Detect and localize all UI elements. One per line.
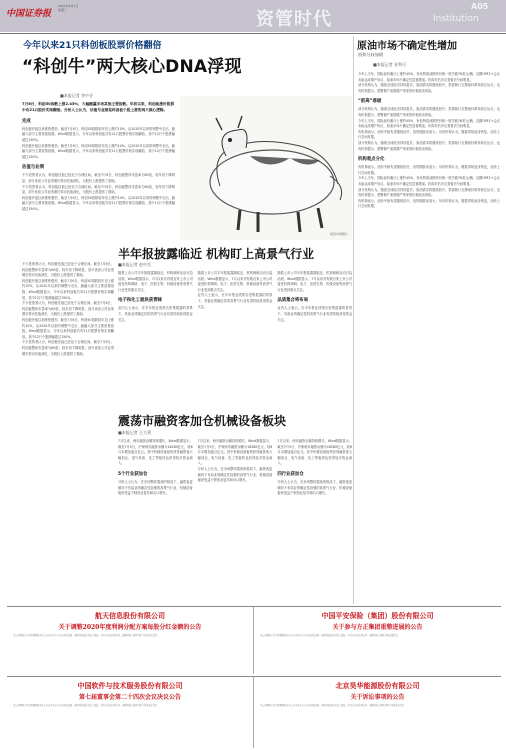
right-story-text: 部分机构认为，随着全球经济持续复苏，原油需求将继续回升，供需缺口支撑油价维持高位运行。也有机构提示，需警惕产油国增产带来的价格波动风险。 — [358, 187, 500, 198]
date-line: 2021年4月7日 — [58, 4, 79, 8]
story2-text2: 业内人士表示，在半年报业绩预告密集披露的背景下，具备业绩确定性的高景气行业有望持续获得资金关注。 — [197, 293, 273, 309]
announcement-heading: 第七届董事会第二十四次会议决议公告 — [78, 694, 181, 701]
lead-title: “科创牛”两大核心DNA浮现 — [22, 57, 242, 77]
lead-continued-text: 不少投资者认为，科创板估值已经处于合理区间。截至7月6日，科创板整体市盈率为60倍，较年初下降明显，部分优质公司业绩增长带动估值消化，为股价上涨提供了基础。 — [22, 340, 114, 356]
story2-text: 随着上市公司半年报披露期临近，机构调研活动日趋活跃。Wind数据显示，7月以来共有数百家上市公司接受机构调研，电子、医药生物、机械设备等高景气行业受到重点关注。 — [118, 271, 193, 292]
announcement-body: 本公司董事会及全体董事保证本公告内容不存在任何虚假记载、误导性陈述或者重大遗漏，并对其内容的真实性、准确性和完整性承担法律责任。 — [260, 634, 400, 637]
story3-text2: 分析人士认为，在市场整体震荡的格局下，融资客更倾向于布局业绩确定性较强的高景气行业，机械设备板块受益于制造业复苏和出口增长。 — [277, 479, 353, 496]
announcement-row-1 — [7, 606, 501, 674]
masthead — [0, 0, 506, 32]
story3-text: 7月以来，两市融资余额持续增长。Wind数据显示，截至7月5日，沪深两市融资余额为16280亿元，较6月末增加逾百亿元。其中机械设备板块获得融资客大幅加仓，电气设备、化工等板块也获得较多资金流入。 — [118, 439, 193, 466]
section-text: 科创板开板以来涨势强劲，截至7月6日，科创50指数较年初上涨约10%，从2020年以来的调整中走出，跑赢大部分主要宽基指数。Wind数据显示，今年以来科创板共有21只股票价格实现翻倍，其中12只个股涨幅超过150%。 — [22, 126, 175, 142]
right-story-body — [358, 72, 500, 210]
announcement — [254, 607, 501, 674]
announcement — [7, 607, 254, 674]
section-text-filler: 科创板开板以来涨势强劲，截至7月6日，科创50指数较年初上涨约10%，从2020年以来的调整中走出，跑赢大部分主要宽基指数。Wind数据显示，今年以来科创板共有21只股票价格实现翻倍，其中12只个股涨幅超过150%。 — [22, 143, 175, 159]
right-story-byline: ■本报记者 张利可 — [373, 62, 407, 67]
right-story-title: 原油市场不确定性增加 — [357, 41, 457, 52]
story2-text: 随着上市公司半年报披露期临近，机构调研活动日趋活跃。Wind数据显示，7月以来共有数百家上市公司接受机构调研，电子、医药生物、机械设备等高景气行业受到重点关注。 — [197, 271, 273, 292]
lead-continued-text: 不少投资者认为，科创板估值已经处于合理区间。截至7月6日，科创板整体市盈率为60倍，较年初下降明显，部分优质公司业绩增长带动估值消化，为股价上涨提供了基础。 — [22, 301, 114, 317]
announcement-heading: 关于参与方正集团重整进展的公告 — [332, 624, 423, 631]
story2-text2: 业内人士表示，在半年报业绩预告密集披露的背景下，具备业绩确定性的高景气行业有望持续获得资金关注。 — [118, 306, 193, 322]
announcement-body: 本公司董事会及全体董事保证本公告内容不存在任何虚假记载、误导性陈述或者重大遗漏，并对其内容的真实性、准确性和完整性承担个别及连带责任。 — [260, 704, 407, 707]
announcement — [254, 677, 501, 748]
right-story-text: 部分机构认为，随着全球经济持续复苏，原油需求将继续回升，供需缺口支撑油价维持高位运行。也有机构提示，需警惕产油国增产带来的价格波动风险。 — [358, 140, 500, 151]
section-text-filler: 科创板开板以来涨势强劲，截至7月6日，科创50指数较年初上涨约10%，从2020年以来的调整中走出，跑赢大部分主要宽基指数。Wind数据显示，今年以来科创板共有21只股票价格实现翻倍，其中12只个股涨幅超过150%。 — [22, 195, 175, 211]
story3-head2: 四行业获加仓 — [277, 471, 304, 477]
story3-text2: 分析人士认为，在市场整体震荡的格局下，融资客更倾向于布局业绩确定性较强的高景气行业，机械设备板块受益于制造业复苏和出口增长。 — [197, 466, 273, 483]
story3-title: 震荡市融资客加仓机械设备板块 — [118, 414, 287, 428]
lead-body — [22, 101, 175, 213]
announcement-row-2 — [7, 676, 501, 748]
announcement-company: 北京昊华能源股份有限公司 — [335, 681, 420, 690]
section-text: 不少投资者认为，科创板估值已经处于合理区间。截至7月6日，科创板整体市盈率为60倍，较年初下降明显，部分优质公司业绩增长带动估值消化，为股价上涨提供了基础。 — [22, 173, 175, 183]
announcement-company: 中国软件与技术服务股份有限公司 — [77, 681, 183, 690]
story2-body — [118, 262, 352, 323]
story2-head1: 电子和化工板块获青睐 — [118, 298, 162, 304]
lead-paragraph: 7月6日，科创50指数上涨2.45%，大幅跑赢市场其他主要指数。年初以来，科创板涨价股票中有21只股价实现翻倍。分析人士认为，估值与业绩是科创板个股上涨的两大核心逻辑。 — [22, 102, 175, 113]
story2-text: 随着上市公司半年报披露期临近，机构调研活动日趋活跃。Wind数据显示，7月以来共有数百家上市公司接受机构调研，电子、医药生物、机械设备等高景气行业受到重点关注。 — [277, 271, 353, 292]
right-story-head2: 机构观点分化 — [358, 157, 385, 163]
right-story-head1: “前高”难破 — [358, 99, 382, 105]
lead-continued-text: 不少投资者认为，科创板估值已经处于合理区间。截至7月6日，科创板整体市盈率为60倍，较年初下降明显，部分优质公司业绩增长带动估值消化，为股价上涨提供了基础。 — [22, 262, 114, 278]
section-heading: 完成 — [22, 118, 31, 124]
column-divider — [353, 36, 354, 604]
announcement — [7, 677, 254, 748]
story3-head1: 5个行业获加仓 — [118, 471, 148, 477]
cow-illustration — [180, 96, 352, 240]
masthead-rule — [0, 33, 506, 34]
right-story-text: 今年上半年，国际油价累计上涨约45%，布伦特原油期货价格一度突破76美元/桶。近期OPEC+会议未能达成增产协议，原油市场不确定性显著增加。机构对后市走势看法分歧明显。 — [358, 118, 500, 129]
right-story-text: 今年上半年，国际油价累计上涨约45%，布伦特原油期货价格一度突破76美元/桶。近期OPEC+会议未能达成增产协议，原油市场不确定性显著增加。机构对后市走势看法分歧明显。 — [358, 72, 500, 82]
story2-head2: 品质集合将布局 — [277, 298, 309, 304]
story2-byline: ■本报记者 赵中昊 — [118, 262, 152, 267]
issue-date — [58, 4, 78, 12]
story2-title: 半年报披露临近 机构盯上高景气行业 — [118, 247, 315, 261]
story3-text: 7月以来，两市融资余额持续增长。Wind数据显示，截至7月5日，沪深两市融资余额为16280亿元，较6月末增加逾百亿元。其中机械设备板块获得融资客大幅加仓，电气设备、化工等板块也获得较多资金流入。 — [277, 439, 353, 466]
story3-text2: 分析人士认为，在市场整体震荡的格局下，融资客更倾向于布局业绩确定性较强的高景气行业，机械设备板块受益于制造业复苏和出口增长。 — [118, 479, 193, 496]
announcement-body: 本公司董事会及全体董事保证本公告内容不存在任何虚假记载、误导性陈述或者重大遗漏，并对其内容的真实性、准确性和完整性承担个别及连带责任。 — [13, 634, 160, 637]
announcement-body: 本公司董事会及全体董事保证本公告内容不存在任何虚假记载、误导性陈述或者重大遗漏，并对其内容的真实性、准确性和完整性承担个别及连带责任。 — [13, 704, 160, 707]
story3-byline: ■本报记者 王大勇 — [118, 430, 152, 435]
right-story-subtitle: 机构分歧加剧 — [358, 52, 384, 57]
column-title-en: Institution — [433, 14, 479, 24]
story2-text2: 业内人士表示，在半年报业绩预告密集披露的背景下，具备业绩确定性的高景气行业有望持续获得资金关注。 — [277, 306, 353, 322]
news-photo — [180, 96, 352, 240]
lead-subtitle: 今年以来21只科创板股票价格翻倍 — [23, 41, 162, 51]
right-story-text: 今年上半年，国际油价累计上涨约45%，布伦特原油期货价格一度突破76美元/桶。近期OPEC+会议未能达成增产协议，原油市场不确定性显著增加。机构对后市走势看法分歧明显。 — [358, 176, 500, 186]
section-text-filler: 不少投资者认为，科创板估值已经处于合理区间。截至7月6日，科创板整体市盈率为60倍，较年初下降明显，部分优质公司业绩增长带动估值消化，为股价上涨提供了基础。 — [22, 184, 175, 195]
section-heading: 估值与业绩 — [22, 165, 44, 171]
right-story-text: 部分机构认为，随着全球经济持续复苏，原油需求将继续回升，供需缺口支撑油价维持高位运行。也有机构提示，需警惕产油国增产带来的价格波动风险。 — [358, 83, 500, 93]
right-story-text: 有机构表示，油价中枢有望继续抬升，但短期波动加大；另有机构认为，随着供给逐步恢复，油价上行空间有限。 — [358, 165, 500, 175]
lead-continued-text: 科创板开板以来涨势强劲，截至7月6日，科创50指数较年初上涨约10%，从2020年以来的调整中走出，跑赢大部分主要宽基指数。Wind数据显示，今年以来科创板共有21只股票价格实现翻倍，其中12只个股涨幅超过150%。 — [22, 278, 114, 300]
story3-text: 7月以来，两市融资余额持续增长。Wind数据显示，截至7月5日，沪深两市融资余额为16280亿元，较6月末增加逾百亿元。其中机械设备板块获得融资客大幅加仓，电气设备、化工等板块也获得较多资金流入。 — [197, 439, 273, 466]
page-number: A05 — [471, 2, 489, 11]
announcement-company: 航天信息股份有限公司 — [95, 611, 165, 620]
lead-continued-text: 科创板开板以来涨势强劲，截至7月6日，科创50指数较年初上涨约10%，从2020年以来的调整中走出，跑赢大部分主要宽基指数。Wind数据显示，今年以来科创板共有21只股票价格实现翻倍，其中12只个股涨幅超过150%。 — [22, 317, 114, 339]
lead-byline: ■本报记者 李中谷 — [60, 93, 94, 98]
newspaper-name: 中国证券报 — [6, 9, 52, 19]
weekday-line: 星期三 — [58, 8, 68, 12]
lead-continued — [22, 262, 114, 357]
right-story-text: 有机构表示，油价中枢有望继续抬升，但短期波动加大；另有机构认为，随着供给逐步恢复，油价上行空间有限。 — [358, 129, 500, 140]
announcement-heading: 关于调整2020年度利润分配方案每股分红金额的公告 — [58, 624, 202, 631]
photo-caption: 视觉中国图片 — [329, 232, 348, 236]
right-story-text: 有机构表示，油价中枢有望继续抬升，但短期波动加大；另有机构认为，随着供给逐步恢复，油价上行空间有限。 — [358, 198, 500, 209]
announcement-company: 中国平安保险（集团）股份有限公司 — [321, 611, 434, 620]
story3-body — [118, 430, 352, 497]
column-title: 资管时代 — [256, 9, 332, 30]
right-story-text: 部分机构认为，随着全球经济持续复苏，原油需求将继续回升，供需缺口支撑油价维持高位运行。也有机构提示，需警惕产油国增产带来的价格波动风险。 — [358, 107, 500, 117]
announcement-heading: 关于诉讼事项的公告 — [350, 694, 405, 701]
